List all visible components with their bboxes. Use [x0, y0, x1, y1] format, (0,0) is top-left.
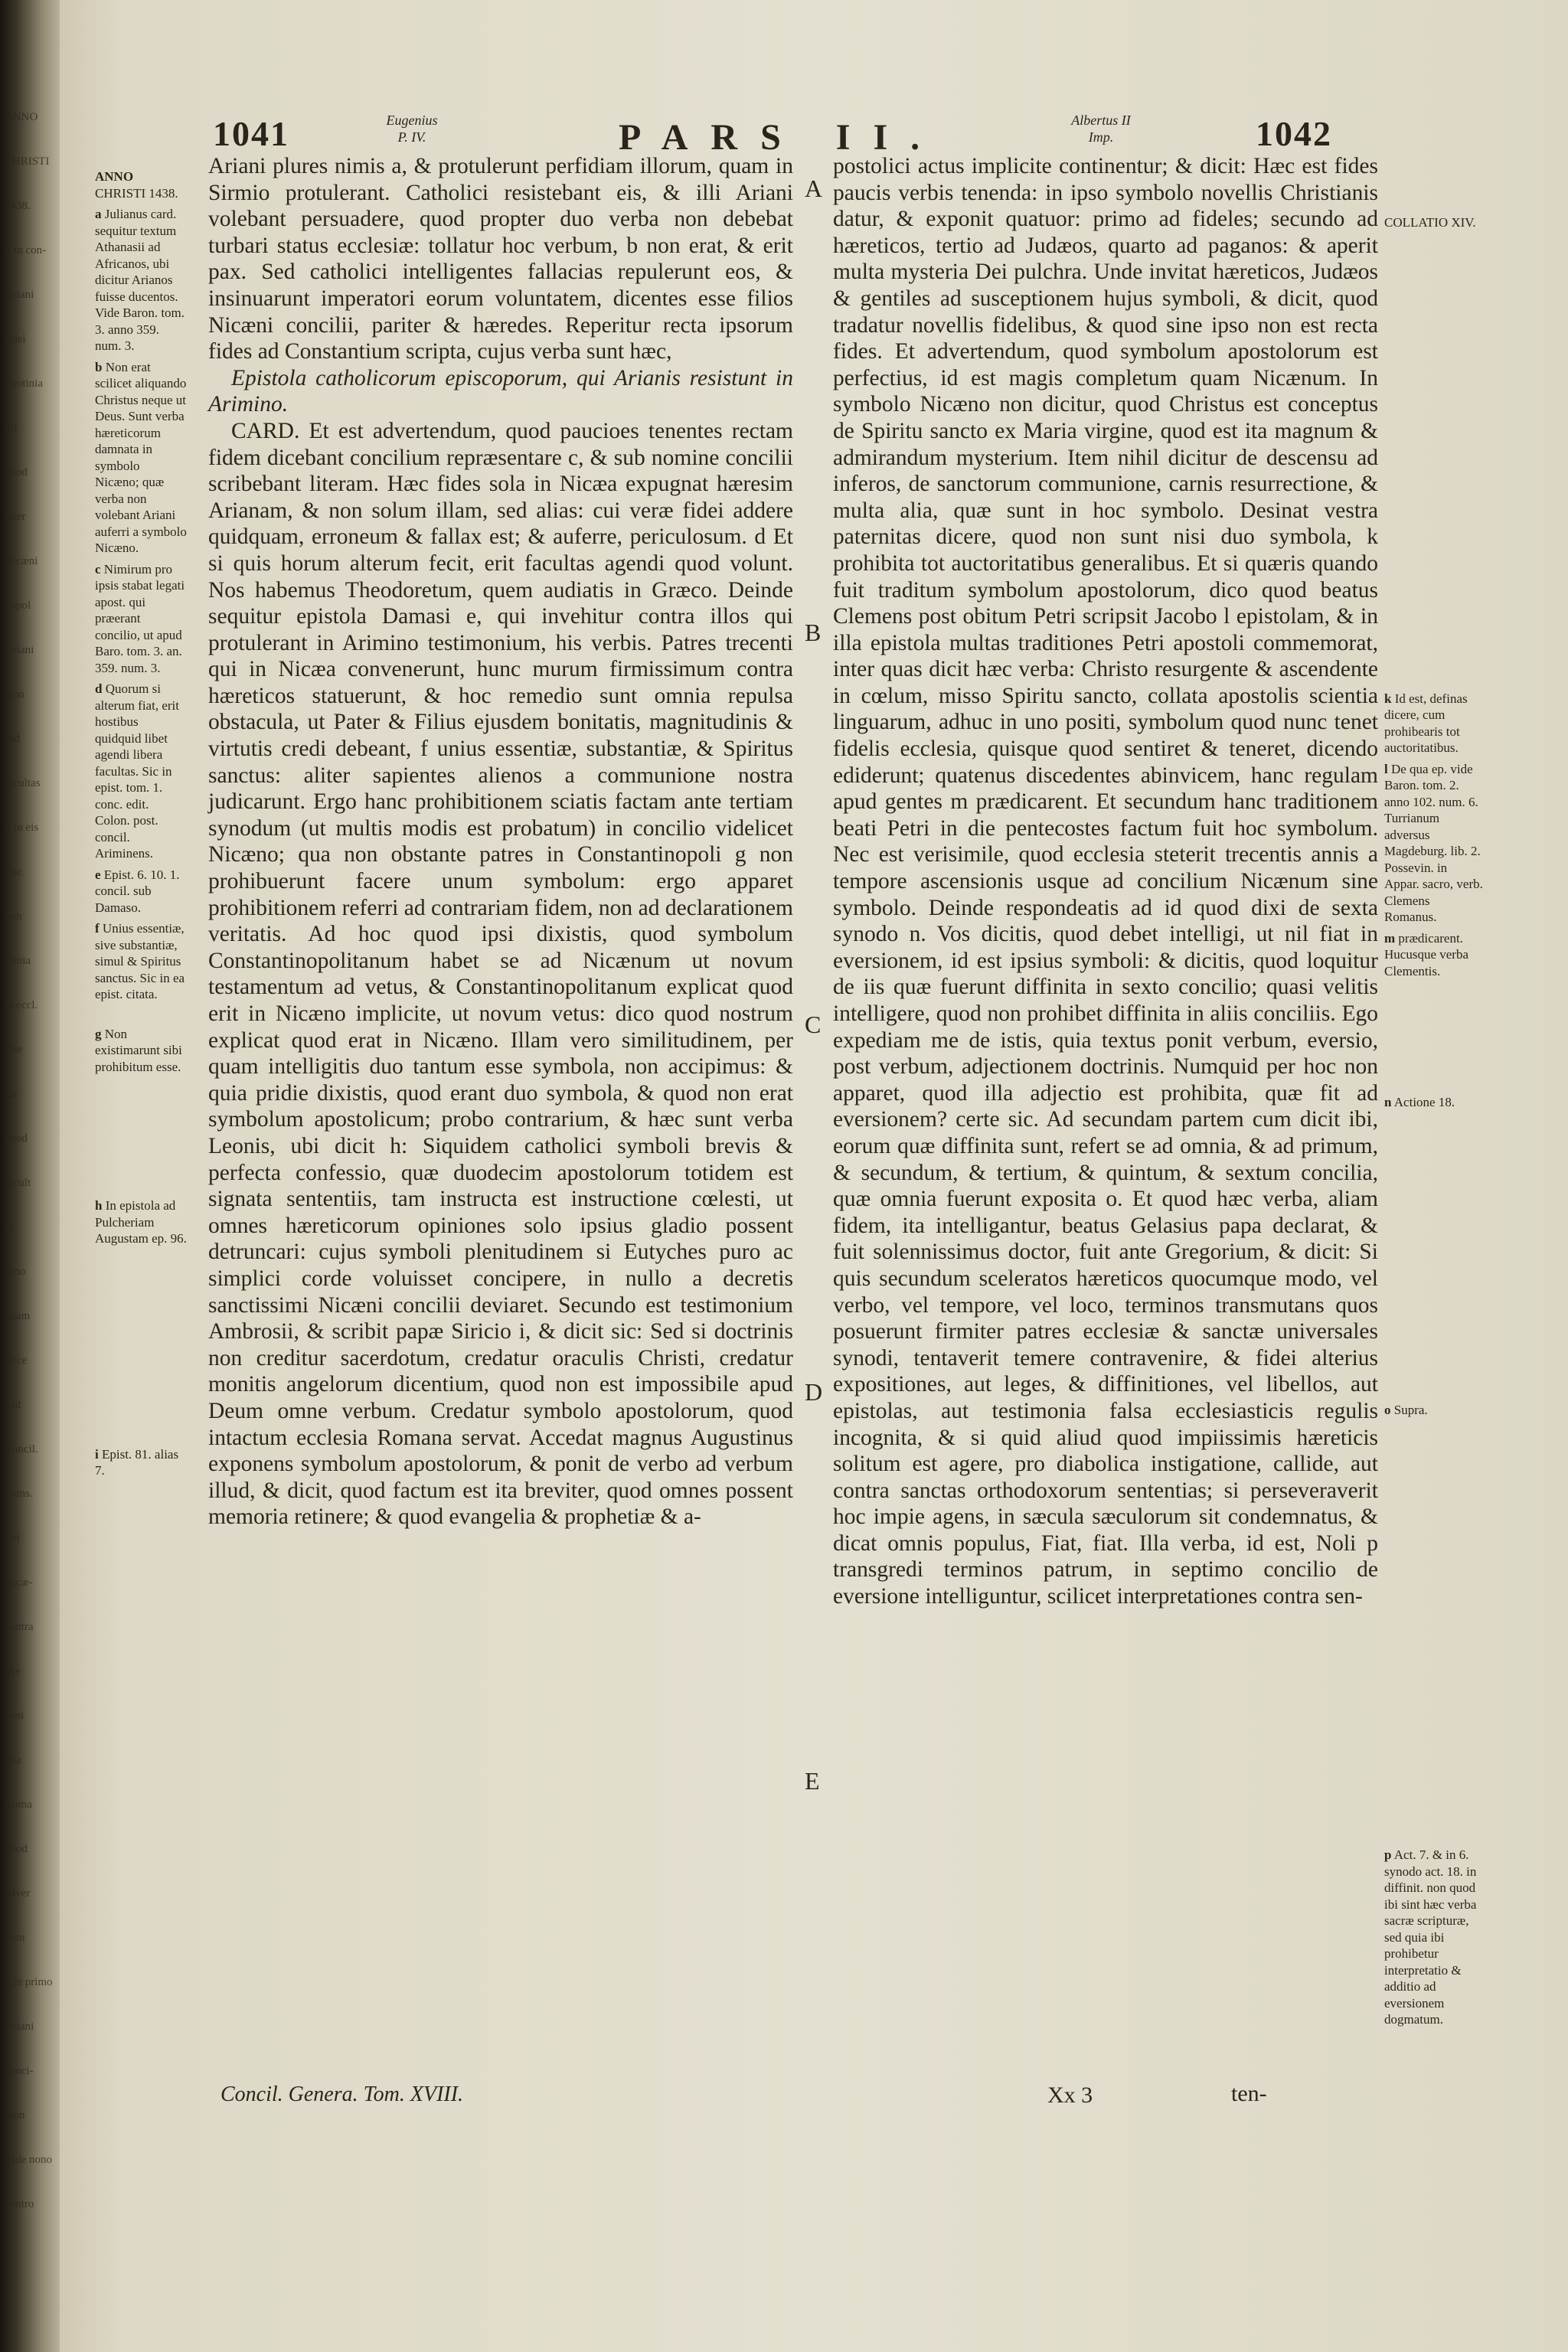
note-marker: b	[95, 359, 103, 374]
right-running-title-line1: Albertus II	[1071, 113, 1131, 128]
left-page-number: 1041	[213, 114, 289, 153]
gutter-line: contro	[5, 2198, 34, 2210]
left-paragraph-3: CARD. Et est advertendum, quod paucioes tenentes rectam fidem dicebant concilium repræsentare c, & sub nomine concilii scribebant literam. Hæc fides sola in Nicæa expugnat hæresim Arianam, & non solum illam, sed alias: cui veræ fidei addere quidquam, erroneum & fallax est; & auferre, periculosum. d Et si quis horum alterum fecit, erit facultas agendi quod volunt. Nos habemus Theodoretum, quem audiatis in Græco. Deinde sequitur epistola Damasi e, qui invehitur contra illos qui protulerant in Arimino testimonium, his verbis. Patres trecenti qui in Nicæa convenerunt, hunc murum firmissimum contra hæreticos statuerunt, & hoc remedio sunt omnia repulsa obstacula, ut Pater & Filius ejusdem bonitatis, magnitudinis & virtutis credi debeant, f unius essentiæ, substantiæ, & Spiritus sanctus: aliter sapientes alienos a communione nostra judicarunt. Ergo hanc prohibitionem sciatis factam ante tertiam synodum (ut multis modis est probatum) in concilio videlicet Nicæno; qua non obstante patres in Constantinopoli g non prohibuerunt facere unum symbolum: ergo apparet prohibitionem referri ad contrariam fidem, non ad declarationem veritatis. Ad hoc quod ipsi dixistis, quod symbolum Constantinopolitanum habet se ad Nicænum ut novum testamentum ad vetus, & Constantinopolitanum explicat quod erit in Nicæno implicite, ut novum vetus: dico quod nostrum explicat quod erat in Nicæno. Illam vero similitudinem, per quam intelligitis duo tantum esse symbola, non accipimus: & quia pridie dixistis, quod erant duo symbola, & quod non erat symbolum apostolicum; probo contrarium, & hæc sunt verba Leonis, ubi dicit h: Siquidem catholici symboli brevis & perfecta confessio, quæ duodecim apostolorum totidem est signata sententiis, tam instructa est instructione cœlesti, ut omnes hæreticorum opiniones solo ipsius gladio possent detruncari: cujus symboli plenitudinem si Eutyches puro ac simplici corde voluisset concipere, in nullo a decretis sanctissimi Nicæni concilii deviaret. Secundo est testimonium Ambrosii, & scribit papæ Siricio i, & dicit sic: Sed si doctrinis non creditur sacerdotum, credatur oraculis Christi, credatur monitis angelorum dicentium, quod non est impossibile apud Deum omne verbum. Credatur symbolo apostolorum, quod intactum ecclesia Romana servat. Accedat magnus Augustinus exponens symbolum apostolorum, & ponit de verbo ad verbum illud, & dicit, quod factum est ita breviter, quod omnes possent memoria retinere; & quod evangelia & prophetiæ & a-	[208, 418, 793, 1530]
document-page	[60, 0, 1568, 2352]
left-running-title	[358, 112, 466, 145]
gutter-line: tur	[5, 1088, 18, 1100]
gutter-line: contra	[5, 1621, 34, 1633]
gutter-line: 1438.	[5, 200, 31, 212]
gutter-line: Toms.	[5, 1488, 33, 1500]
right-running-title	[1017, 112, 1185, 145]
gutter-line: non	[5, 910, 22, 923]
note-marker: e	[95, 867, 101, 882]
note-text: Julianus card. sequitur textum Athanasii ad Africanos, ubi dicitur Arianos fuisse ducentos. Vide Baron. tom. 3. anno 359. num. 3.	[95, 207, 185, 353]
note-text: Non existimarunt sibi prohibitum esse.	[95, 1026, 182, 1074]
gutter-line: in eccl.	[5, 999, 38, 1011]
section-letter-c: C	[805, 1011, 822, 1038]
gutter-line: Nicæ-	[5, 1576, 33, 1589]
gutter-line: Ariani	[5, 289, 34, 301]
gutter-line: Ecce	[5, 1354, 28, 1367]
gutter-line: suit	[5, 1399, 21, 1411]
marginal-note	[1384, 214, 1484, 231]
note-text: COLLATIO XIV.	[1384, 215, 1476, 230]
gutter-line: Ariani	[5, 2020, 34, 2033]
marginal-note	[1384, 1402, 1484, 1419]
gutter-line: nopol	[5, 599, 31, 612]
page-title: PARS II.	[619, 117, 943, 158]
right-text-column	[833, 153, 1378, 1610]
marginal-note	[95, 561, 187, 677]
gutter-line: conci-	[5, 2065, 34, 2077]
gutter-line: h In eis	[5, 822, 39, 834]
right-page-number: 1042	[1256, 114, 1332, 153]
gutter-line: fine	[5, 1044, 23, 1056]
note-marker: h	[95, 1198, 103, 1213]
gutter-line: mon	[5, 2109, 25, 2122]
section-letter-e: E	[805, 1767, 820, 1795]
left-running-title-line2: P. IV.	[397, 129, 426, 145]
marginal-note	[95, 168, 187, 201]
gutter-line: quod	[5, 466, 28, 479]
gutter-line: quod	[5, 1132, 28, 1145]
gutter-line: fidei	[5, 333, 26, 345]
gutter-line: ANNO	[5, 111, 38, 123]
gutter-line: quam	[5, 1310, 31, 1322]
note-marker: g	[95, 1026, 102, 1041]
marginal-note	[95, 681, 187, 862]
gutter-line: Ariani	[5, 644, 34, 656]
marginal-note	[1384, 930, 1484, 980]
marginal-note	[1384, 1847, 1484, 2028]
note-marker: l	[1384, 761, 1388, 776]
note-text: Actione 18.	[1393, 1095, 1455, 1109]
left-marginal-notes	[95, 168, 187, 1484]
gutter-line: Luc	[5, 866, 23, 878]
gutter-line: Nicæni	[5, 555, 38, 567]
note-text: Nimirum pro ipsis stabat legati apost. qui præerant concilio, ut apud Baro. tom. 3. an. 359. num. 3.	[95, 561, 185, 675]
note-marker: k	[1384, 691, 1392, 706]
note-text: prædicarent. Hucusque verba Clementis.	[1384, 930, 1468, 978]
marginal-note	[95, 1446, 187, 1479]
note-text: CHRISTI 1438.	[95, 185, 178, 201]
signature-mark: Xx 3	[1047, 2082, 1093, 2108]
marginal-note	[1384, 691, 1484, 756]
note-text: Id est, definas dicere, cum prohibearis tot auctoritatibus.	[1384, 691, 1468, 755]
note-text: Epist. 6. 10. 1. concil. sub Damaso.	[95, 867, 180, 915]
note-text: Quorum si alterum fiat, erit hostibus quidquid libet agendi libera facultas. Sic in epist. tom. 1. conc. edit. Colon. post. concil. Ariminens.	[95, 681, 179, 861]
marginal-note	[95, 867, 187, 916]
gutter-line: Non	[5, 688, 24, 701]
note-text: Non erat scilicet aliquando Christus neque ut Deus. Sunt verba hæreticorum damnata in symbolo Nicæno; quæ verba non volebant Ariani auferri a symbolo Nicæno.	[95, 359, 187, 555]
left-text-column	[208, 153, 793, 1530]
gutter-line: it in con-	[5, 244, 47, 256]
marginal-note	[95, 920, 187, 1003]
gutter-line: inter	[5, 511, 26, 523]
gutter-line: Vide nono	[5, 2154, 53, 2166]
gutter-line: facult	[5, 1177, 31, 1189]
marginal-note	[1384, 1094, 1484, 1111]
gutter-line: sed	[5, 733, 20, 745]
marginal-note	[95, 1026, 187, 1076]
adjacent-page-gutter	[0, 0, 60, 2352]
section-letter-a: A	[805, 175, 823, 202]
left-running-title-line1: Eugenius	[386, 113, 438, 128]
note-marker: a	[95, 207, 102, 221]
marginal-note	[95, 359, 187, 557]
gutter-line: in	[5, 1221, 14, 1233]
section-letter-b: B	[805, 619, 822, 646]
note-text: De qua ep. vide Baron. tom. 2. anno 102. num. 6. Turrianum adversus Magdeburg. lib. 2. Possevin. in Appar. sacro, verb. Clemens Romanus.	[1384, 761, 1483, 924]
left-paragraph-2: Epistola catholicorum episcoporum, qui Arianis resistunt in Arimino.	[208, 365, 793, 417]
gutter-line: exe	[5, 1665, 21, 1677]
gutter-line: qua	[5, 1754, 21, 1766]
note-marker: f	[95, 921, 100, 936]
gutter-line: nimia	[5, 955, 31, 967]
note-marker: m	[1384, 930, 1396, 946]
note-marker: o	[1384, 1402, 1391, 1417]
note-text: In epistola ad Pulcheriam Augustam ep. 96.	[95, 1198, 187, 1246]
note-marker: d	[95, 681, 103, 696]
section-letter-d: D	[805, 1378, 823, 1406]
gutter-line: CHRISTI	[5, 155, 50, 168]
right-running-title-line2: Imp.	[1088, 129, 1114, 145]
gutter-line: cani	[5, 1710, 24, 1722]
footer-volume-title: Concil. Genera. Tom. XVIII.	[220, 2082, 464, 2106]
note-marker: p	[1384, 1847, 1392, 1862]
gutter-line: facultas	[5, 777, 41, 789]
gutter-line: Ario	[5, 1266, 26, 1278]
left-paragraph-1: Ariani plures nimis a, & protulerunt perfidiam illorum, quam in Sirmio protulerant. Catholici resistebant eis, & illi Ariani volebant persuadere, quod propter duo verba non debebat turbari status ecclesiæ: tollatur hoc verbum, b non erat, & erit pax. Sed catholici intelligentes fallacias repulerunt eos, & insinuarunt imperatori eorum voluntatem, dicentes esse filios Nicæni concilii, pariter & hæredes. Reperitur recta ipsorum fides ad Constantium scripta, cujus verba sunt hæc,	[208, 154, 793, 364]
marginal-note	[95, 1197, 187, 1247]
right-paragraph-1: postolici actus implicite continentur; & dicit: Hæc est fides paucis verbis tenenda: in ipso symbolo novellis Christianis datur, & exponit quatuor: primo ad fideles; secundo ad hæreticos, tertio ad Judæos, quarto ad paganos: & aperit multa mysteria Dei pulchra. Unde invitat hæreticos, Judæos & gentiles ad susceptionem hujus symboli, & dicit, quod tradatur novellis fidelibus, & quod sine ipso non est recta fides. Et advertendum, quod symbolum apostolorum est perfectius, id est magis completum quam Nicænum. In symbolo Nicæno non dicitur, quod Christus est conceptus de Spiritu sancto ex Maria virgine, quod est ita magnum & admirandum mysterium. Item nihil dicitur de descensu ad inferos, de sanctorum communione, carnis resurrectione, & multa alia, quæ sunt in hoc symbolo. Desinat vestra paternitas dicere, quod non sunt nisi duo symbola, k prohibita tot auctoritatibus generalibus. Et si quæris quando fuit traditum symbolum apostolorum, dico quod beatus Clemens post obitum Petri scripsit Jacobo l epistolam, & in illa epistola multas traditiones Petri apostoli commemorat, inter quas dicit hæc verba: Christo resurgente & ascendente in cœlum, misso Spiritu sancto, collata apostolis scientia linguarum, adhuc in uno positi, symbolum quod nunc tenet fidelis ecclesia, quisque quod sentiret & teneret, dicendo ediderunt; quatenus discedentes abinvicem, hanc regulam apud gentes m prædicarent. Et secundum hanc traditionem beati Petri in die pentecostes factum fuit hoc symbolum. Nec est verisimile, quod ecclesia steterit trecentis annis a tempore ascensionis usque ad concilium Nicænum sine symbolo. Deinde respondeatis ad id quod dixi de sexta synodo n. Vos dicitis, quod debet intelligi, ut nil fiat in eversionem, id est ipsius symboli: & dicitis, quod loquitur de iis quæ fuerunt diffinita in sexto concilio; quasi velitis intelligere, quod non prohibet diffinita in aliis conciliis. Ego expediam me de istis, quia textus ponit verbum, eversio, post verbum, adjectionem doctrinis. Numquid per hoc non apparet, quod illa adjectio est prohibita, quæ fit ad eversionem? certe sic. Ad secundam partem cum dicit ibi, eorum quæ diffinita sunt, refert se ad omnia, & ad primum, & secundum, & tertium, & quintum, & sextum concilia, quæ omnia fuerunt exposita o. Et quod hæc verba, aliam fidem, ita intelligantur, beatus Gelasius papa declarat, & fuit solennissimus doctor, fuit ante Gregorium, & dicit: Si quis secundum sceleratos hæreticos quocumque modo, vel verbo, vel tempore, vel loco, terminos transmutans quos posuerunt firmiter patres ecclesiæ & sanctæ universales synodi, tentaverit temere contravenire, & fidei alterius expositiones, aut leges, & diffinitiones, vel libellos, aut epistolas, aut testimonia falsa ecclesiasticis regulis incognita, & si quid aliud quod impiissimis hæreticis solitum est agere, pro diabolica instigatione, callide, aut contra sanctas orthodoxorum sententias; si perseveraverit hoc impie agens, in sæcula sæculorum sit condemnatus, & dicat omnis populus, Fiat, fiat. Illa verba, id est, Noli p transgredi terminos patrum, in septimo concilio de eversione intelliguntur, scilicet interpretationes contra sen-	[833, 154, 1378, 1609]
note-text: Unius essentiæ, sive substantiæ, simul & Spiritus sanctus. Sic in ea epist. citata.	[95, 921, 185, 1001]
note-marker: ANNO	[95, 169, 134, 184]
note-text: Supra.	[1393, 1402, 1428, 1417]
gutter-line: num	[5, 1932, 25, 1944]
note-marker: n	[1384, 1095, 1392, 1109]
note-marker: c	[95, 561, 101, 577]
note-text: Epist. 81. alias 7.	[95, 1446, 179, 1478]
gutter-line: quod	[5, 1843, 28, 1855]
marginal-note	[95, 206, 187, 354]
marginal-note	[1384, 761, 1484, 926]
note-text: Act. 7. & in 6. synodo act. 18. in diffinit. non quod ibi sint hæc verba sacræ scripturæ, sed quia ibi prohibetur interpretatio & additio ad eversionem dogmatum.	[1384, 1847, 1477, 2027]
gutter-line: Photinia	[5, 377, 44, 390]
gutter-line: a In primo	[5, 1976, 53, 1988]
gutter-line: Roma	[5, 1798, 32, 1811]
catchword: ten-	[1231, 2081, 1267, 2106]
gutter-line: Ari	[5, 1532, 20, 1544]
gutter-line: Concil.	[5, 1443, 38, 1455]
right-marginal-notes	[1384, 214, 1484, 2033]
gutter-line: adver	[5, 1887, 31, 1900]
note-marker: i	[95, 1446, 99, 1462]
gutter-line: illi	[5, 422, 18, 434]
